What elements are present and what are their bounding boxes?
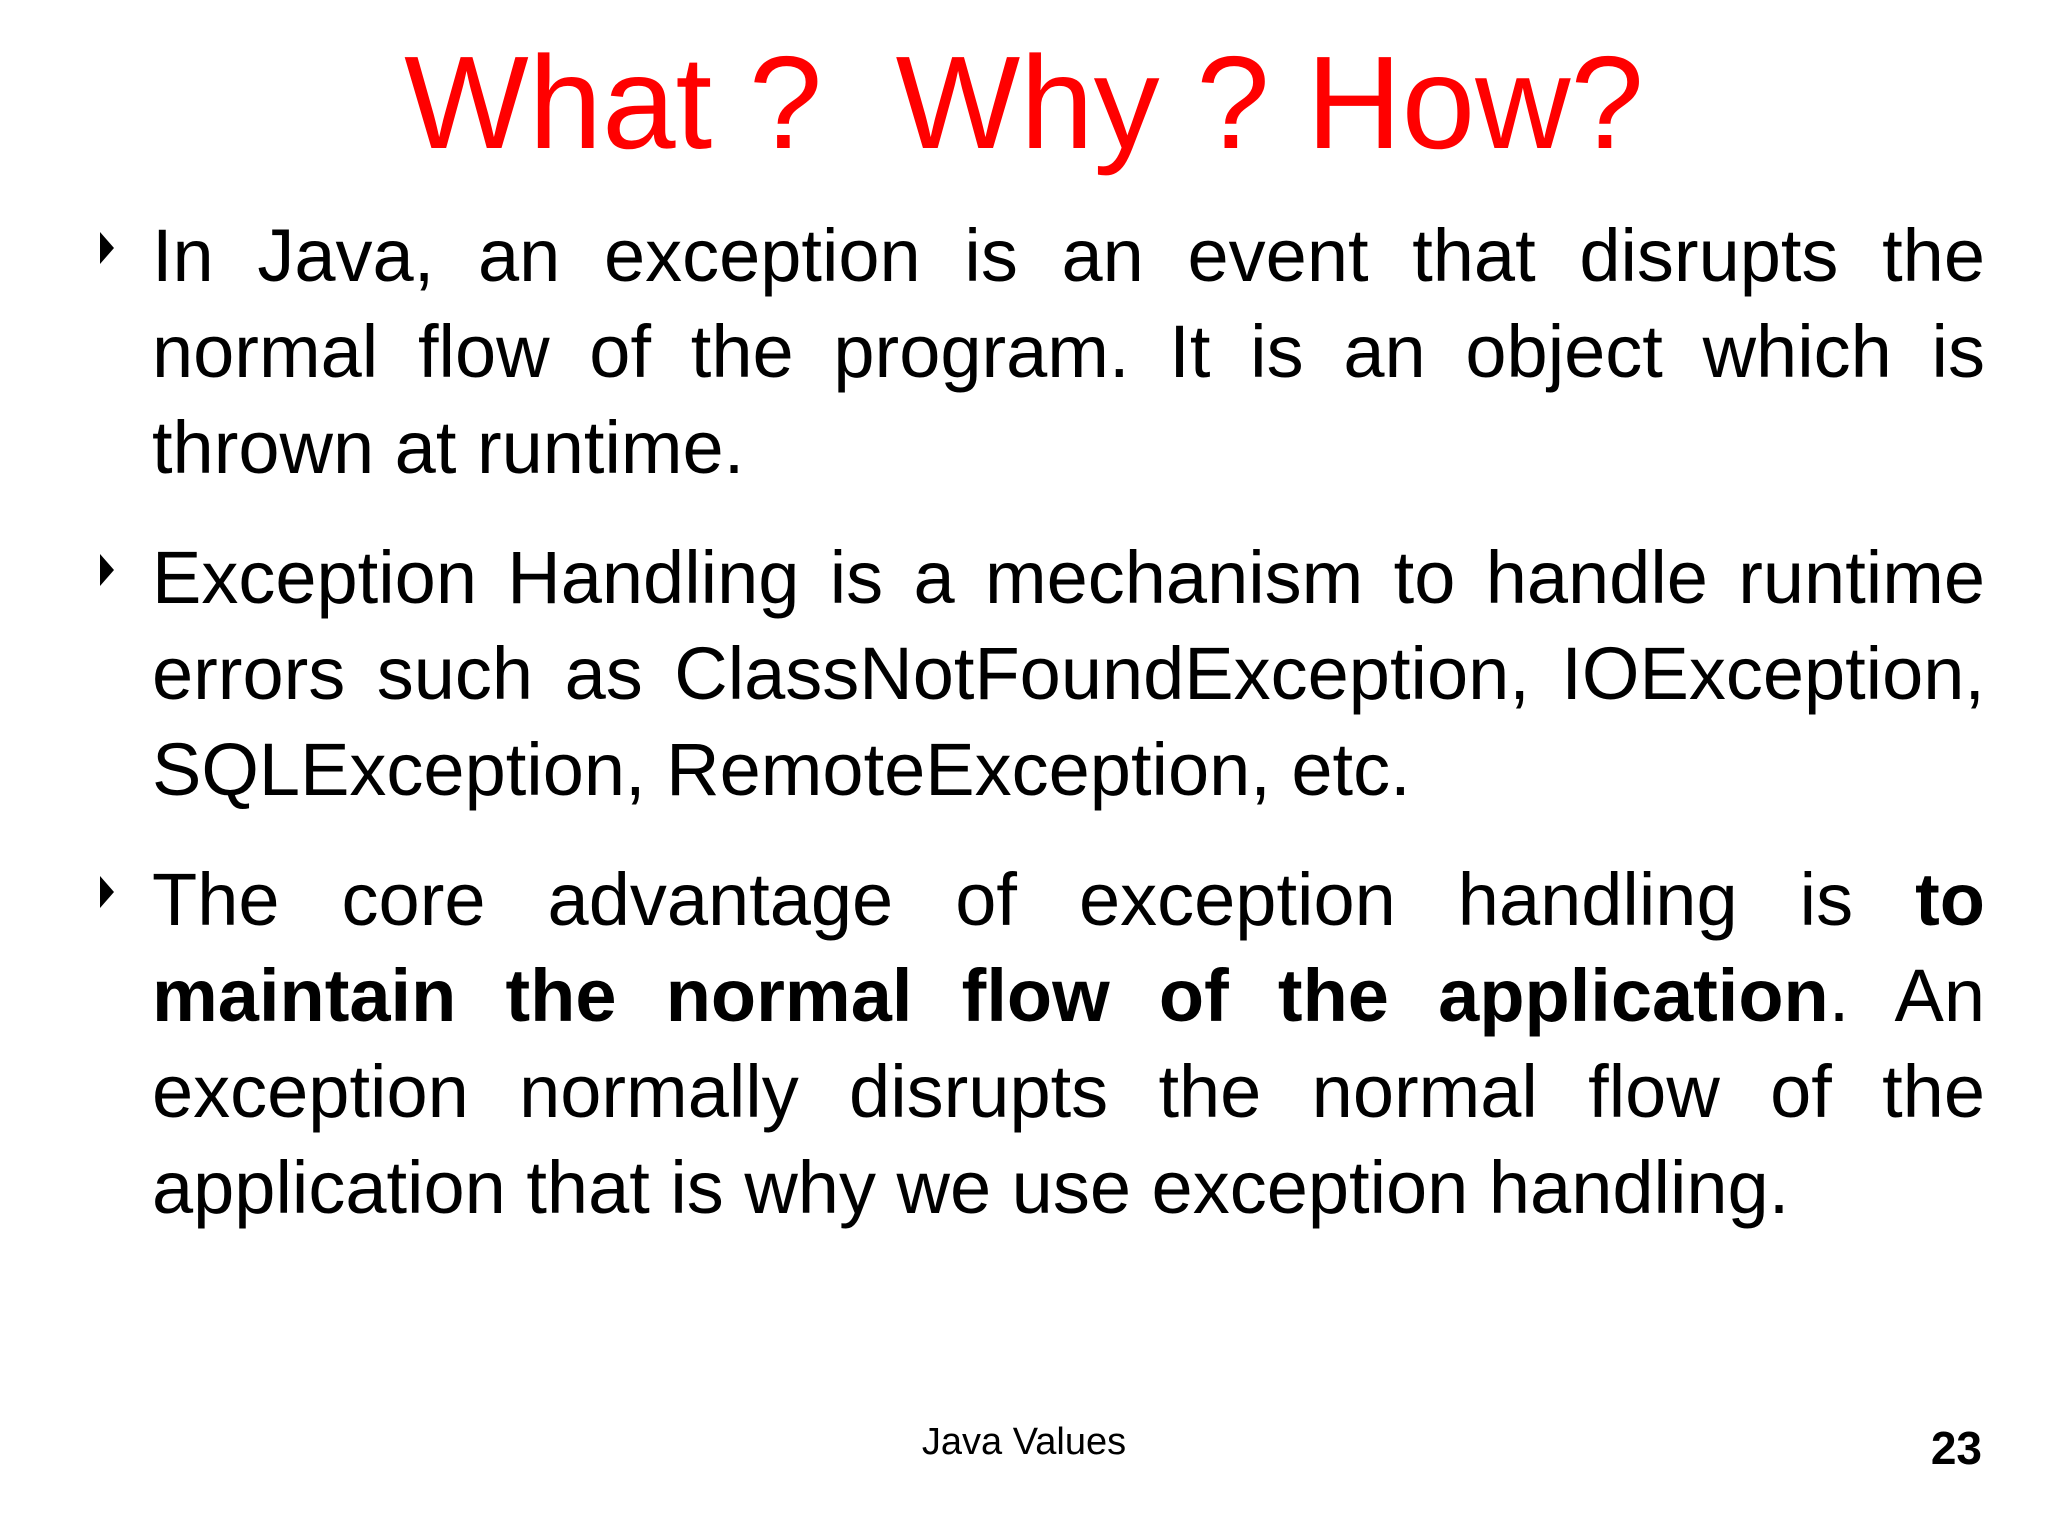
bullet-text: Exception Handling is a mechanism to handle runtime errors such as ClassNotFoundException, IOException, SQLException, RemoteException, etc. (152, 536, 1985, 811)
triangle-right-icon (100, 232, 114, 264)
bullet-text-bold: to maintain the normal flow of the application (152, 858, 1985, 1037)
slide-title: What ? Why ? How? (404, 29, 1644, 176)
bullet-text-after: . An exception normally disrupts the normal flow of the application that is why we use exception handling. (152, 954, 1985, 1229)
triangle-right-icon (100, 554, 114, 586)
bullet-text: In Java, an exception is an event that disrupts the normal flow of the program. It is an object which is thrown at runtime. (152, 214, 1985, 489)
bullet-text-before: The core advantage of exception handling is (152, 858, 1916, 941)
slide-number: 23 (1930, 1422, 1982, 1474)
list-item (100, 852, 1985, 1236)
triangle-right-icon (100, 876, 114, 908)
bullet-list (100, 208, 1985, 1270)
footer-text: Java Values (921, 1421, 1127, 1463)
list-item (100, 530, 1985, 818)
list-item (100, 208, 1985, 496)
